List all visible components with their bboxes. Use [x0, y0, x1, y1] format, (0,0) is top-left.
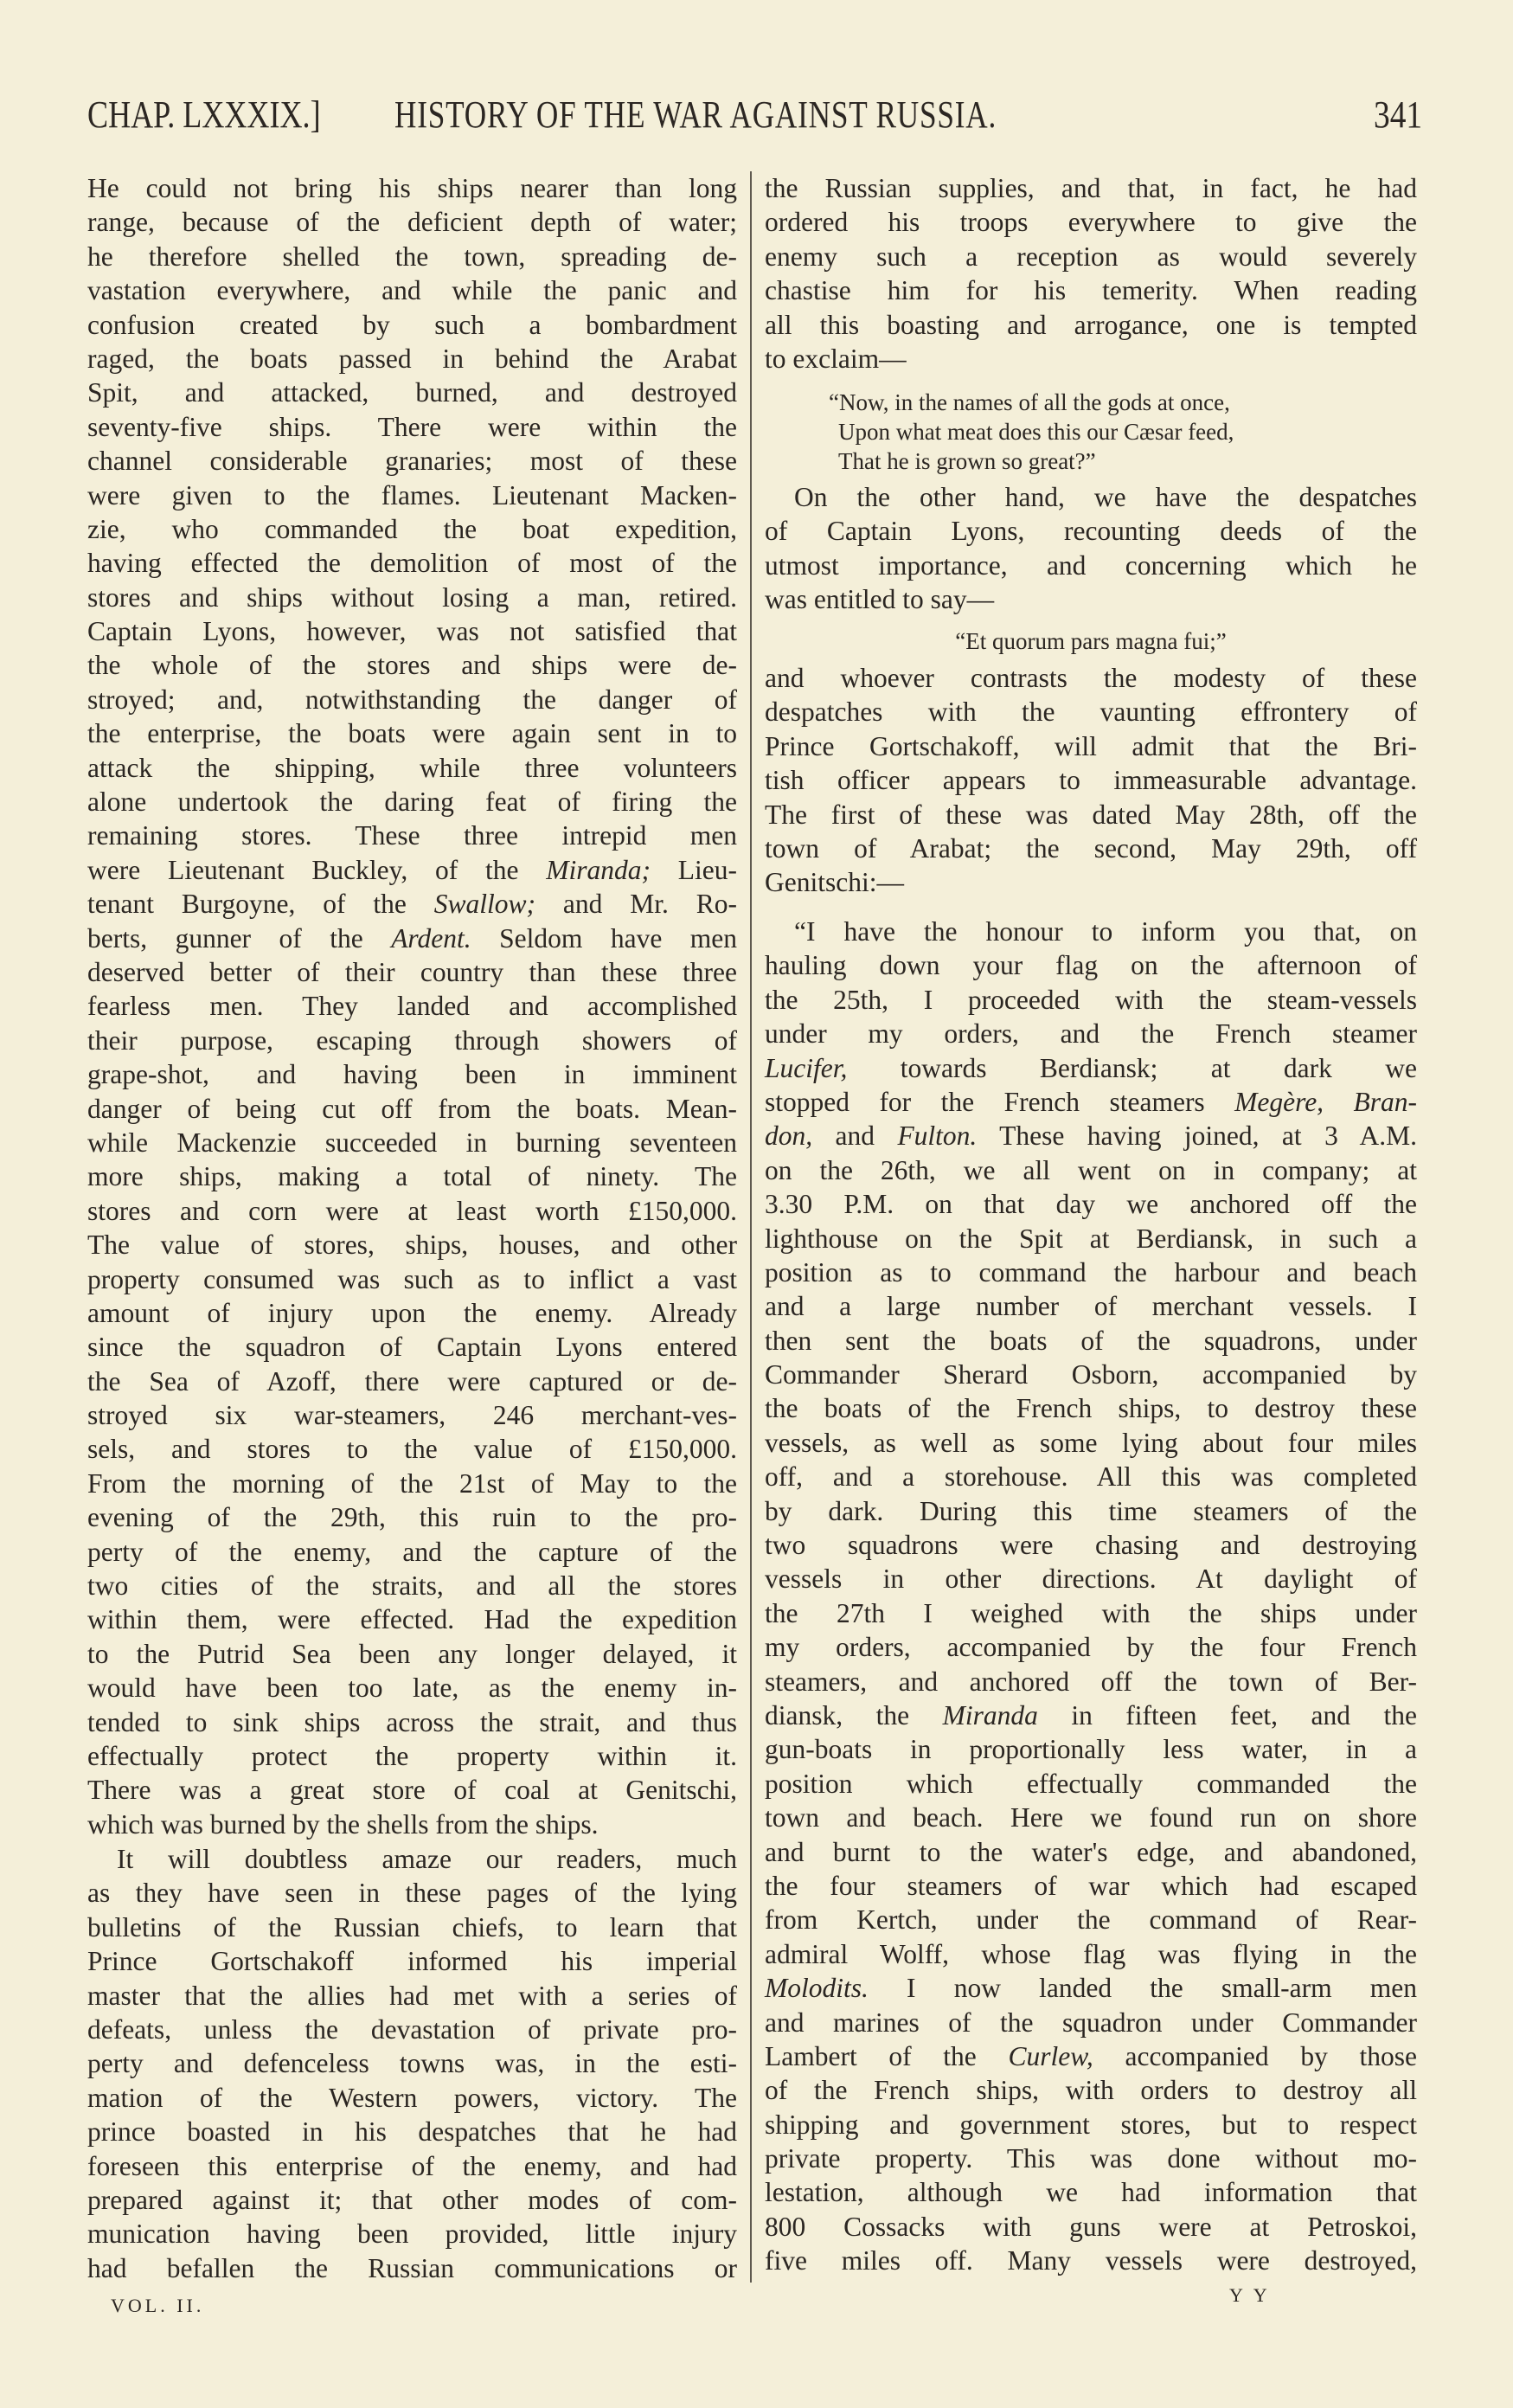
text-line: the Russian supplies, and that, in fact, he had — [765, 173, 1417, 203]
text-line: were given to the flames. Lieutenant Macken- — [87, 479, 737, 510]
text-line: seventy-five ships. There were within the — [87, 411, 737, 442]
text-line: the 25th, I proceeded with the steam-vessels — [765, 984, 1417, 1015]
text-line: Captain Lyons, however, was not satisfied that — [87, 616, 737, 647]
text-line: stores and corn were at least worth £150,000. — [87, 1195, 737, 1226]
text-line: two cities of the straits, and all the stores — [87, 1570, 737, 1602]
text-line: steamers, and anchored off the town of Ber- — [765, 1666, 1417, 1697]
text-line: off, and a storehouse. All this was completed — [765, 1461, 1417, 1493]
text-line: and marines of the squadron under Commander — [765, 2007, 1417, 2038]
volume-footer: VOL. II. — [111, 2295, 205, 2316]
text-line: Lambert of the Curlew, accompanied by those — [765, 2040, 1418, 2071]
text-line: having effected the demolition of most of the — [87, 548, 737, 579]
text-line: Lucifer, towards Berdiansk; at dark we — [765, 1052, 1417, 1083]
text-line: lighthouse on the Spit at Berdiansk, in such a — [765, 1223, 1417, 1254]
right-column-paragraph-3 — [765, 661, 1417, 900]
text-line: foreseen this enterprise of the enemy, and had — [87, 2150, 737, 2181]
left-column-paragraph-1 — [87, 171, 737, 1841]
text-line: bulletins of the Russian chiefs, to learn that — [87, 1911, 737, 1942]
text-line: master that the allies had met with a series of — [87, 1980, 737, 2011]
text-line: by dark. During this time steamers of the — [765, 1495, 1417, 1526]
text-line: to the Putrid Sea been any longer delayed, it — [87, 1638, 737, 1669]
text-line: then sent the boats of the squadrons, under — [765, 1325, 1417, 1356]
text-line: attack the shipping, while three volunteers — [87, 752, 737, 783]
text-line: alone undertook the daring feat of firing the — [87, 787, 737, 818]
text-line: more ships, making a total of ninety. The — [87, 1161, 737, 1192]
text-line: stroyed six war-steamers, 246 merchant-ves- — [87, 1400, 737, 1431]
text-line: under my orders, and the French steamer — [765, 1018, 1417, 1050]
text-line: The value of stores, ships, houses, and other — [87, 1230, 737, 1261]
text-line: “I have the honour to inform you that, on — [794, 916, 1417, 947]
text-line: vastation everywhere, and while the panic and — [87, 275, 737, 306]
poem-line: “Now, in the names of all the gods at once, — [829, 389, 1230, 415]
text-line: enemy such a reception as would severely — [765, 241, 1417, 272]
text-line: shipping and government stores, but to respect — [765, 2109, 1417, 2140]
text-line: chastise him for his temerity. When reading — [765, 275, 1417, 306]
text-line: five miles off. Many vessels were destroyed, — [765, 2245, 1417, 2276]
text-line: property consumed was such as to inflict a vast — [87, 1263, 737, 1294]
text-line: On the other hand, we have the despatches — [794, 482, 1417, 512]
text-line: the whole of the stores and ships were de- — [87, 650, 737, 681]
signature-mark: Y Y — [1229, 2284, 1271, 2306]
text-line: hauling down your flag on the afternoon of — [765, 950, 1417, 981]
text-line: the 27th I weighed with the ships under — [765, 1597, 1417, 1628]
text-line: It will doubtless amaze our readers, much — [117, 1844, 737, 1874]
text-line: on the 26th, we all went on in company; at — [765, 1154, 1417, 1185]
text-line: as they have seen in these pages of the lying — [87, 1878, 737, 1909]
text-line: while Mackenzie succeeded in burning seventeen — [87, 1127, 737, 1158]
text-line: would have been too late, as the enemy in- — [87, 1673, 737, 1704]
text-line: fearless men. They landed and accomplished — [87, 991, 737, 1022]
text-line: 800 Cossacks with guns were at Petroskoi, — [765, 2211, 1417, 2242]
text-line: range, because of the deficient depth of water; — [87, 207, 737, 238]
running-head-title: HISTORY OF THE WAR AGAINST RUSSIA. — [394, 93, 997, 136]
text-line: grape-shot, and having been in imminent — [87, 1059, 737, 1090]
text-line: the Sea of Azoff, there were captured or de- — [87, 1365, 737, 1397]
text-line: despatches with the vaunting effrontery of — [765, 697, 1417, 728]
page-number: 341 — [1374, 93, 1423, 136]
left-column-paragraph-2 — [87, 1842, 737, 2285]
text-line: gun-boats in proportionally less water, in a — [765, 1734, 1417, 1765]
latin-quotation: “Et quorum pars magna fui;” — [955, 628, 1227, 654]
text-line: deserved better of their country than these three — [87, 956, 737, 987]
text-line: Spit, and attacked, burned, and destroyed — [87, 377, 737, 408]
text-line: and burnt to the water's edge, and abandoned, — [765, 1836, 1417, 1867]
text-line: he therefore shelled the town, spreading de- — [87, 241, 737, 272]
text-line: effectually protect the property within it. — [87, 1740, 737, 1771]
text-line: town and beach. Here we found run on shore — [765, 1802, 1417, 1833]
text-line: remaining stores. These three intrepid men — [87, 820, 737, 851]
text-line: admiral Wolff, whose flag was flying in the — [765, 1938, 1417, 1969]
text-line: channel considerable granaries; most of these — [87, 446, 737, 477]
text-line: were Lieutenant Buckley, of the Miranda; Lieu- — [87, 854, 737, 885]
text-line: Commander Sherard Osborn, accompanied by — [765, 1359, 1417, 1390]
poem-line: Upon what meat does this our Cæsar feed, — [838, 419, 1234, 445]
text-line: my orders, accompanied by the four French — [765, 1632, 1417, 1663]
text-line: of Captain Lyons, recounting deeds of the — [765, 516, 1417, 547]
text-line: within them, were effected. Had the expedition — [87, 1604, 737, 1635]
text-line: the four steamers of war which had escaped — [765, 1870, 1417, 1901]
text-line: which was burned by the shells from the ships. — [87, 1808, 599, 1840]
text-line: diansk, the Miranda in fifteen feet, and the — [765, 1699, 1417, 1731]
text-line: tish officer appears to immeasurable advantage. — [765, 765, 1417, 796]
right-column-paragraph-1 — [765, 171, 1417, 376]
text-line: had befallen the Russian communications or — [87, 2252, 737, 2283]
text-line: position as to command the harbour and beach — [765, 1256, 1417, 1287]
text-line: vessels in other directions. At daylight of — [765, 1564, 1417, 1595]
text-line: raged, the boats passed in behind the Arabat — [87, 343, 737, 374]
text-line: perty and defenceless towns was, in the esti- — [87, 2048, 737, 2079]
text-line: the boats of the French ships, to destroy these — [765, 1393, 1417, 1424]
text-line: confusion created by such a bombardment — [87, 309, 737, 340]
text-line: Genitschi:— — [765, 867, 904, 898]
text-line: don, and Fulton. These having joined, at 3 A.M. — [765, 1121, 1417, 1152]
text-line: was entitled to say— — [765, 584, 995, 615]
text-line: of the French ships, with orders to destroy all — [765, 2075, 1417, 2106]
poem-line: That he is grown so great?” — [838, 448, 1096, 474]
text-line: zie, who commanded the boat expedition, — [87, 513, 737, 544]
text-line: evening of the 29th, this ruin to the pro- — [87, 1502, 737, 1533]
text-line: vessels, as well as some lying about four miles — [765, 1427, 1417, 1458]
text-line: the enterprise, the boats were again sent in to — [87, 718, 737, 749]
text-line: Prince Gortschakoff, will admit that the Bri- — [765, 730, 1417, 761]
text-line: tended to sink ships across the strait, and thus — [87, 1706, 737, 1737]
text-line: ordered his troops everywhere to give the — [765, 207, 1417, 238]
text-line: There was a great store of coal at Genitschi, — [87, 1775, 737, 1806]
text-line: since the squadron of Captain Lyons entered — [87, 1332, 737, 1363]
text-line: berts, gunner of the Ardent. Seldom have men — [87, 922, 737, 954]
text-line: perty of the enemy, and the capture of the — [87, 1536, 737, 1567]
text-line: two squadrons were chasing and destroying — [765, 1530, 1417, 1561]
text-line: tenant Burgoyne, of the Swallow; and Mr. Ro- — [87, 889, 737, 920]
text-line: town of Arabat; the second, May 29th, off — [765, 832, 1417, 864]
text-line: amount of injury upon the enemy. Already — [87, 1297, 737, 1328]
text-line: and a large number of merchant vessels. I — [765, 1291, 1417, 1322]
text-line: Prince Gortschakoff informed his imperial — [87, 1946, 737, 1977]
text-line: He could not bring his ships nearer than long — [87, 173, 737, 203]
poem-quotation — [829, 388, 1234, 476]
text-line: all this boasting and arrogance, one is tempted — [765, 309, 1417, 340]
text-line: their purpose, escaping through showers of — [87, 1024, 737, 1056]
text-line: 3.30 P.M. on that day we anchored off the — [765, 1189, 1417, 1220]
text-line: utmost importance, and concerning which he — [765, 549, 1417, 581]
despatch-letter — [765, 915, 1417, 2278]
text-line: private property. This was done without mo- — [765, 2143, 1417, 2174]
text-line: sels, and stores to the value of £150,000. — [87, 1434, 737, 1465]
text-line: defeats, unless the devastation of private pro- — [87, 2013, 737, 2045]
column-divider — [750, 171, 752, 2283]
text-line: Molodits. I now landed the small-arm men — [765, 1973, 1417, 2004]
text-line: and whoever contrasts the modesty of these — [765, 663, 1417, 693]
text-line: position which effectually commanded the — [765, 1768, 1417, 1799]
text-line: from Kertch, under the command of Rear- — [765, 1904, 1417, 1936]
text-line: mation of the Western powers, victory. The — [87, 2082, 737, 2113]
text-line: The first of these was dated May 28th, off the — [765, 799, 1417, 830]
text-line: prince boasted in his despatches that he had — [87, 2116, 737, 2148]
right-column-paragraph-2 — [765, 480, 1417, 617]
text-line: munication having been provided, little injury — [87, 2219, 737, 2250]
text-line: prepared against it; that other modes of com- — [87, 2184, 737, 2215]
text-line: stroyed; and, notwithstanding the danger of — [87, 684, 737, 715]
running-head-chapter: CHAP. LXXXIX.] — [87, 93, 321, 136]
text-line: stores and ships without losing a man, retired. — [87, 581, 737, 613]
text-line: to exclaim— — [765, 343, 907, 374]
text-line: From the morning of the 21st of May to the — [87, 1467, 737, 1499]
text-line: stopped for the French steamers Megère, Bran- — [765, 1086, 1417, 1117]
text-line: danger of being cut off from the boats. Mean- — [87, 1093, 737, 1124]
text-line: lestation, although we had information that — [765, 2177, 1417, 2208]
